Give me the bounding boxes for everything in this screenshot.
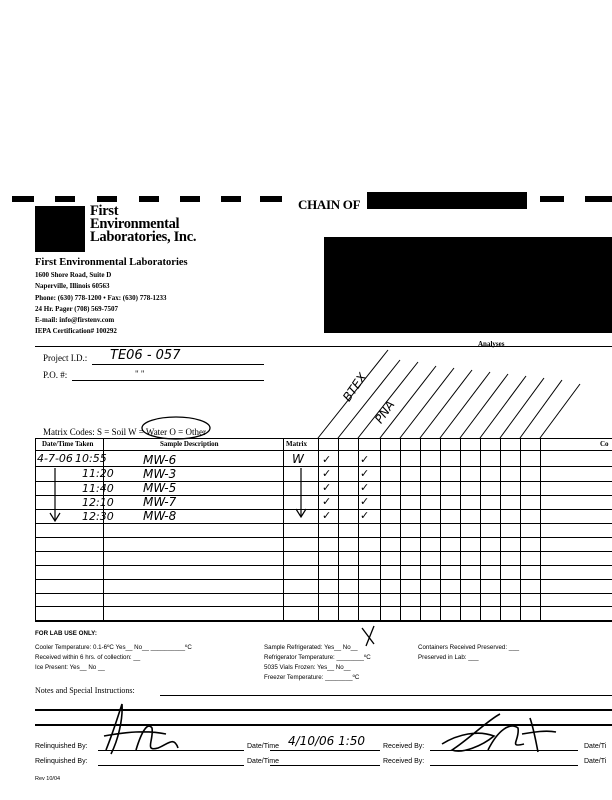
lab-name: First Environmental Laboratories	[35, 257, 188, 268]
header-description: Sample Description	[160, 440, 219, 448]
relinquished-label-2: Relinquished By:	[35, 758, 88, 765]
notes-line	[160, 695, 612, 696]
row-time: 11:40	[82, 482, 114, 495]
company-logo-mark	[35, 206, 85, 252]
analyses-label: Analyses	[478, 340, 505, 348]
row-matrix: W	[292, 452, 304, 466]
company-logo-text: First Environmental Laboratories, Inc.	[90, 203, 197, 245]
row-time: 11:20	[82, 467, 114, 480]
lab-use-containers: Containers Received Preserved: ___	[418, 644, 520, 651]
row-date: 4-7-06	[37, 452, 73, 465]
analysis-column-headers	[0, 346, 612, 446]
lab-use-preserved: Preserved in Lab: ___	[418, 654, 479, 661]
datetime-value: 4/10/06 1:50	[288, 734, 366, 748]
matrix-codes: Matrix Codes: S = Soil W = Water O = Other	[43, 427, 206, 437]
datetime-right-label: Date/Ti	[584, 743, 607, 750]
row-time: 10:55	[75, 452, 107, 465]
lab-use-received: Received within 6 hrs. of collection: __	[35, 654, 141, 661]
row-description: MW-6	[143, 453, 177, 467]
revision: Rev 10/04	[35, 776, 61, 782]
row-check-pna: ✓	[360, 453, 370, 466]
row-time: 12:30	[82, 510, 114, 523]
row-check-btex: ✓	[322, 481, 332, 494]
po-label: P.O. #:	[43, 370, 68, 380]
redaction-bar	[367, 192, 527, 209]
datetime-label-2: Date/Time	[247, 758, 280, 765]
datetime-line	[270, 750, 380, 751]
ditto-arrow-date	[45, 466, 65, 526]
no-mark	[360, 624, 378, 648]
row-check-pna: ✓	[360, 481, 370, 494]
row-description: MW-5	[143, 481, 177, 495]
lab-use-ice: Ice Present: Yes__ No __	[35, 664, 105, 671]
lab-use-vials: 5035 Vials Frozen: Yes__ No__	[264, 664, 351, 671]
relinquished-label: Relinquished By:	[35, 743, 88, 750]
form-title: CHAIN OF	[298, 197, 361, 212]
lab-use-refrig-temp: Refrigerator Temperature: ________ºC	[264, 654, 371, 661]
relinquished-signature	[96, 700, 191, 760]
row-check-pna: ✓	[360, 467, 370, 480]
row-description: MW-3	[143, 467, 177, 481]
row-check-btex: ✓	[322, 495, 332, 508]
po-value: " "	[135, 369, 145, 379]
lab-use-cooler: Cooler Temperature: 0.1-6ºC Yes__ No__ __________ºC	[35, 644, 192, 651]
header-date: Date/Time Taken	[42, 440, 94, 448]
received-label-2: Received By:	[383, 758, 425, 765]
received-line-2	[430, 765, 578, 766]
datetime-label: Date/Time	[247, 743, 280, 750]
lab-use-title: FOR LAB USE ONLY:	[35, 630, 97, 637]
redaction-block	[324, 237, 612, 333]
lab-use-freezer: Freezer Temperature: ________ºC	[264, 674, 360, 681]
ditto-arrow-matrix	[292, 466, 312, 522]
analysis-btex: BTEX	[340, 370, 370, 405]
header-comments: Co	[600, 440, 609, 448]
notes-label: Notes and Special Instructions:	[35, 686, 135, 695]
lab-contact-info: 1600 Shore Road, Suite D Naperville, Illinois 60563 Phone: (630) 778-1200 • Fax: (630) 778-1233 24 Hr. Pager (708) 569-7507 E-mail: info@firstenv.com IEPA Certification# 100292	[35, 271, 167, 336]
row-check-pna: ✓	[360, 495, 370, 508]
analysis-pna: PNA	[372, 397, 398, 427]
lab-use-refrigerated: Sample Refrigerated: Yes__ No__	[264, 644, 358, 651]
row-check-pna: ✓	[360, 509, 370, 522]
row-check-btex: ✓	[322, 467, 332, 480]
received-signature	[438, 710, 558, 760]
project-id-label: Project I.D.:	[43, 353, 88, 363]
table-header-top	[35, 438, 612, 439]
header-matrix: Matrix	[286, 440, 307, 448]
relinquished-line-2	[98, 765, 244, 766]
received-label: Received By:	[383, 743, 425, 750]
project-id-value: TE06 - 057	[110, 348, 181, 363]
row-description: MW-8	[143, 509, 177, 523]
datetime-right-label-2: Date/Ti	[584, 758, 607, 765]
row-time: 12:10	[82, 496, 114, 509]
row-check-btex: ✓	[322, 453, 332, 466]
row-check-btex: ✓	[322, 509, 332, 522]
datetime-line-2	[270, 765, 380, 766]
table-header-bottom	[35, 450, 612, 451]
row-description: MW-7	[143, 495, 177, 509]
